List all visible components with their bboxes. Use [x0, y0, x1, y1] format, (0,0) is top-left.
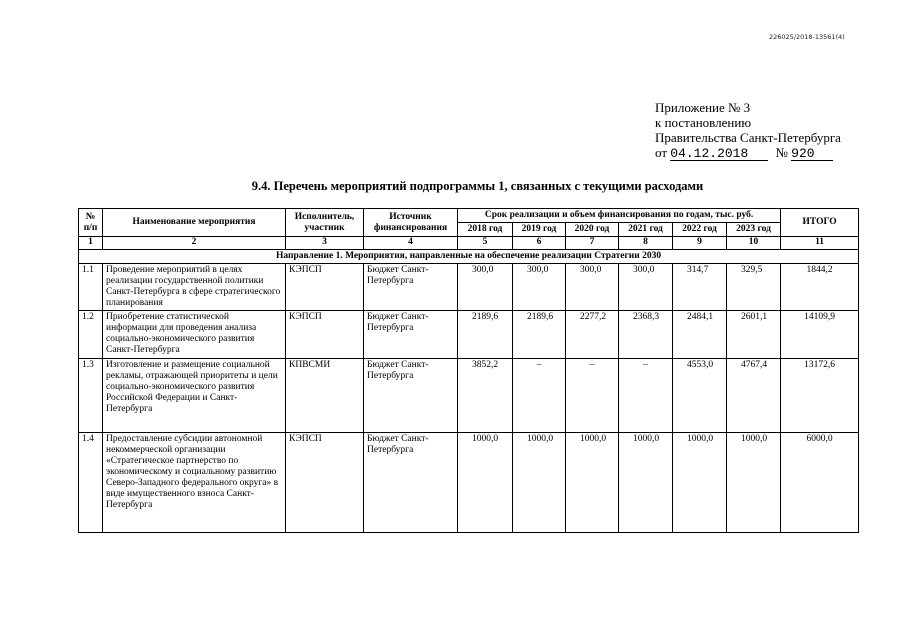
appendix-line-3: Правительства Санкт-Петербурга: [655, 130, 841, 145]
row-num: 1.1: [79, 264, 103, 311]
row-value-2022: 2484,1: [673, 311, 727, 359]
row-value-2018: 3852,2: [458, 359, 513, 433]
row-value-2020: –: [566, 359, 619, 433]
row-value-2021: 1000,0: [619, 433, 673, 533]
row-value-2020: 300,0: [566, 264, 619, 311]
header-year: 2021 год: [619, 223, 673, 237]
header-year: 2018 год: [458, 223, 513, 237]
table-row: [79, 264, 859, 311]
number-prefix: №: [775, 145, 788, 160]
row-value-2021: –: [619, 359, 673, 433]
row-value-2023: 329,5: [727, 264, 781, 311]
row-value-2022: 314,7: [673, 264, 727, 311]
row-total: 13172,6: [781, 359, 859, 433]
row-name: Приобретение статистической информации для проведения анализа социально-экономического развития Санкт-Петербурга: [103, 311, 286, 359]
row-total: 1844,2: [781, 264, 859, 311]
table-row: [79, 311, 859, 359]
row-value-2023: 4767,4: [727, 359, 781, 433]
row-value-2022: 1000,0: [673, 433, 727, 533]
document-title: 9.4. Перечень мероприятий подпрограммы 1, связанных с текущими расходами: [251, 179, 704, 193]
row-num: 1.3: [79, 359, 103, 433]
row-value-2023: 2601,1: [727, 311, 781, 359]
header-num: № п/п: [79, 209, 103, 237]
row-value-2020: 1000,0: [566, 433, 619, 533]
section-row: [79, 250, 859, 264]
column-number: 3: [286, 237, 364, 250]
row-value-2019: –: [513, 359, 566, 433]
appendix-line-1: Приложение № 3: [655, 100, 751, 115]
row-value-2021: 300,0: [619, 264, 673, 311]
column-number: 2: [103, 237, 286, 250]
row-executor: КЭПСП: [286, 433, 364, 533]
row-value-2018: 2189,6: [458, 311, 513, 359]
column-number: 4: [364, 237, 458, 250]
header-year: 2019 год: [513, 223, 566, 237]
row-name: Проведение мероприятий в целях реализации государственной политики Санкт-Петербурга в сфере стратегического планирования: [103, 264, 286, 311]
row-value-2020: 2277,2: [566, 311, 619, 359]
column-number: 11: [781, 237, 859, 250]
column-number: 1: [79, 237, 103, 250]
row-source: Бюджет Санкт-Петербурга: [364, 264, 458, 311]
row-source: Бюджет Санкт-Петербурга: [364, 359, 458, 433]
row-num: 1.4: [79, 433, 103, 533]
row-executor: КЭПСП: [286, 311, 364, 359]
row-value-2022: 4553,0: [673, 359, 727, 433]
row-value-2019: 2189,6: [513, 311, 566, 359]
column-number: 6: [513, 237, 566, 250]
row-total: 6000,0: [781, 433, 859, 533]
table-row: [79, 433, 859, 533]
header-period: Срок реализации и объем финансирования по годам, тыс. руб.: [458, 209, 781, 223]
row-value-2019: 1000,0: [513, 433, 566, 533]
column-number: 10: [727, 237, 781, 250]
appendix-date-line: [655, 145, 841, 161]
appendix-block: [655, 100, 841, 161]
decree-date: 04.12.2018: [670, 148, 768, 161]
header-year: 2020 год: [566, 223, 619, 237]
row-value-2019: 300,0: [513, 264, 566, 311]
row-value-2018: 300,0: [458, 264, 513, 311]
table-row: [79, 359, 859, 433]
row-value-2018: 1000,0: [458, 433, 513, 533]
date-prefix: от: [655, 145, 668, 160]
decree-number: 920: [791, 148, 833, 161]
row-name: Предоставление субсидии автономной некоммерческой организации «Стратегическое партнерство по экономическому и социальному развитию Северо-Западного федерального округа» в виде имущественного взноса Санкт-Петербурга: [103, 433, 286, 533]
document-id: 226025/2018-13561(4): [769, 33, 845, 41]
column-number: 5: [458, 237, 513, 250]
column-number: 7: [566, 237, 619, 250]
header-name: Наименование мероприятия: [103, 209, 286, 237]
row-total: 14109,9: [781, 311, 859, 359]
column-number: 8: [619, 237, 673, 250]
header-year: 2022 год: [673, 223, 727, 237]
row-source: Бюджет Санкт-Петербурга: [364, 311, 458, 359]
row-executor: КПВСМИ: [286, 359, 364, 433]
row-value-2021: 2368,3: [619, 311, 673, 359]
header-source: Источник финансирования: [364, 209, 458, 237]
row-executor: КЭПСП: [286, 264, 364, 311]
header-executor: Исполнитель, участник: [286, 209, 364, 237]
row-num: 1.2: [79, 311, 103, 359]
appendix-line-2: к постановлению: [655, 115, 752, 130]
column-number-row: [79, 237, 859, 250]
header-total: ИТОГО: [781, 209, 859, 237]
section-title: Направление 1. Мероприятия, направленные на обеспечение реализации Стратегии 2030: [79, 250, 859, 264]
row-name: Изготовление и размещение социальной рекламы, отражающей приоритеты и цели социально-экономического развития Российской Федерации и Санкт-Петербурга: [103, 359, 286, 433]
measures-table: [78, 208, 859, 533]
column-number: 9: [673, 237, 727, 250]
row-source: Бюджет Санкт-Петербурга: [364, 433, 458, 533]
header-year: 2023 год: [727, 223, 781, 237]
row-value-2023: 1000,0: [727, 433, 781, 533]
